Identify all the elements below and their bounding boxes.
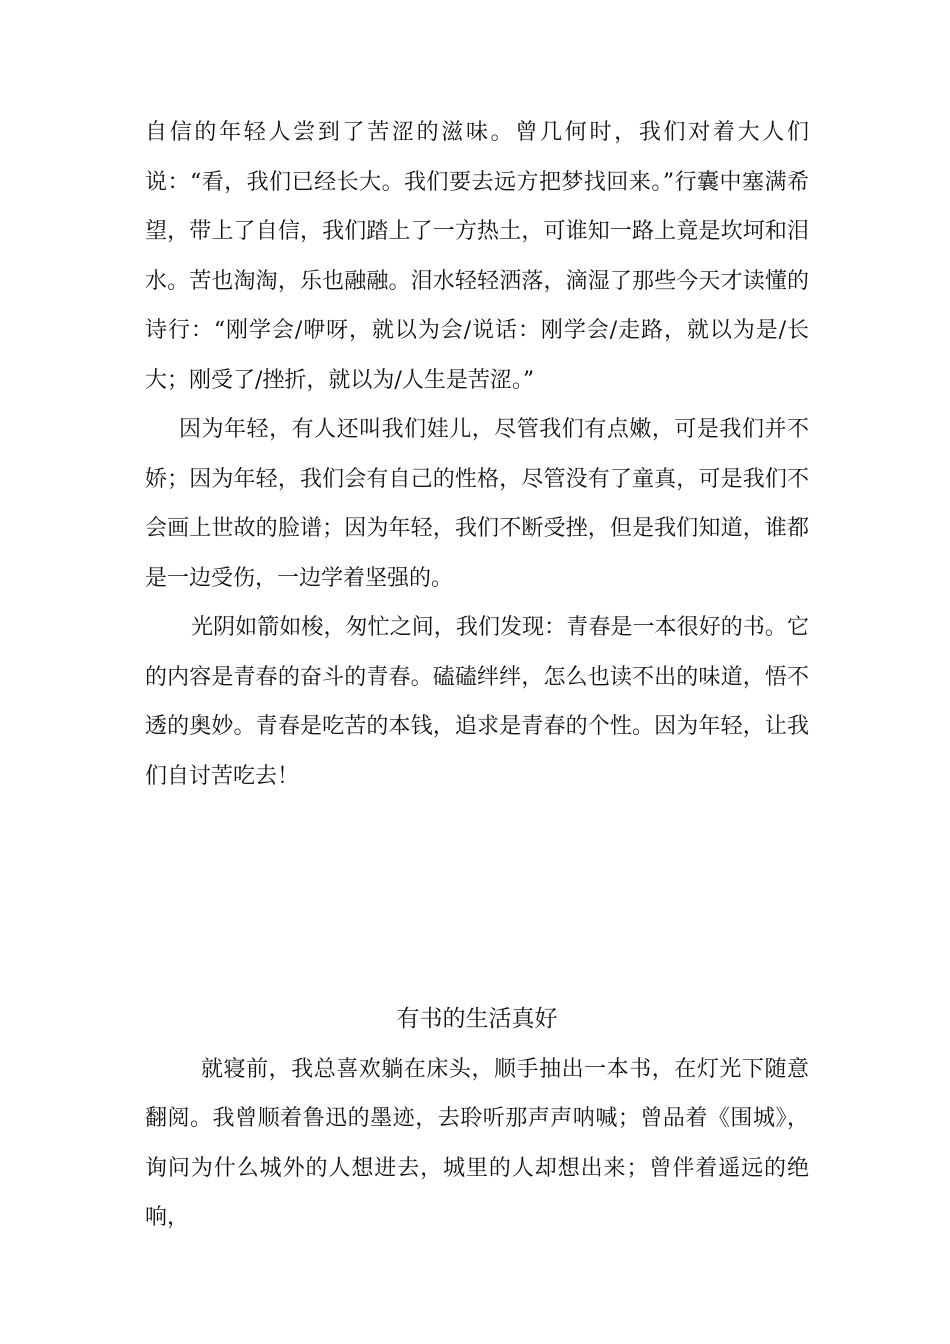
essay1-paragraph-2: 因为年轻，有人还叫我们娃儿，尽管我们有点嫩，可是我们并不娇；因为年轻，我们会有自己的性格，尽管没有了童真，可是我们不会画上世故的脸谱；因为年轻，我们不断受挫，但是我们知道，谁都是一边受伤，一边学着坚强的。	[145, 417, 809, 591]
essay2-title: 有书的生活真好	[396, 1006, 558, 1032]
document-page	[145, 108, 809, 1243]
essay2-paragraph-1: 就寝前，我总喜欢躺在床头，顺手抽出一本书，在灯光下随意翻阅。我曾顺着鲁迅的墨迹，去聆听那声声呐喊；曾品着《围城》，询问为什么城外的人想进去，城里的人却想出来；曾伴着遥远的绝响，	[145, 1056, 809, 1230]
essay1-paragraph-3: 光阴如箭如梭，匆忙之间，我们发现：青春是一本很好的书。它的内容是青春的奋斗的青春。磕磕绊绊，怎么也读不出的味道，悟不透的奥妙。青春是吃苦的本钱，追求是青春的个性。因为年轻，让我们自讨苦吃去！	[145, 615, 809, 789]
section-spacer	[145, 801, 809, 995]
essay1-paragraph-1: 自信的年轻人尝到了苦涩的滋味。曾几何时，我们对着大人们说：“看，我们已经长大。我们要去远方把梦找回来。”行囊中塞满希望，带上了自信，我们踏上了一方热土，可谁知一路上竟是坎坷和泪水。苦也淘淘，乐也融融。泪水轻轻洒落，滴湿了那些今天才读懂的诗行：“刚学会/咿呀，就以为会/说话：刚学会/走路，就以为是/长大；刚受了/挫折，就以为/人生是苦涩。”	[145, 120, 809, 393]
